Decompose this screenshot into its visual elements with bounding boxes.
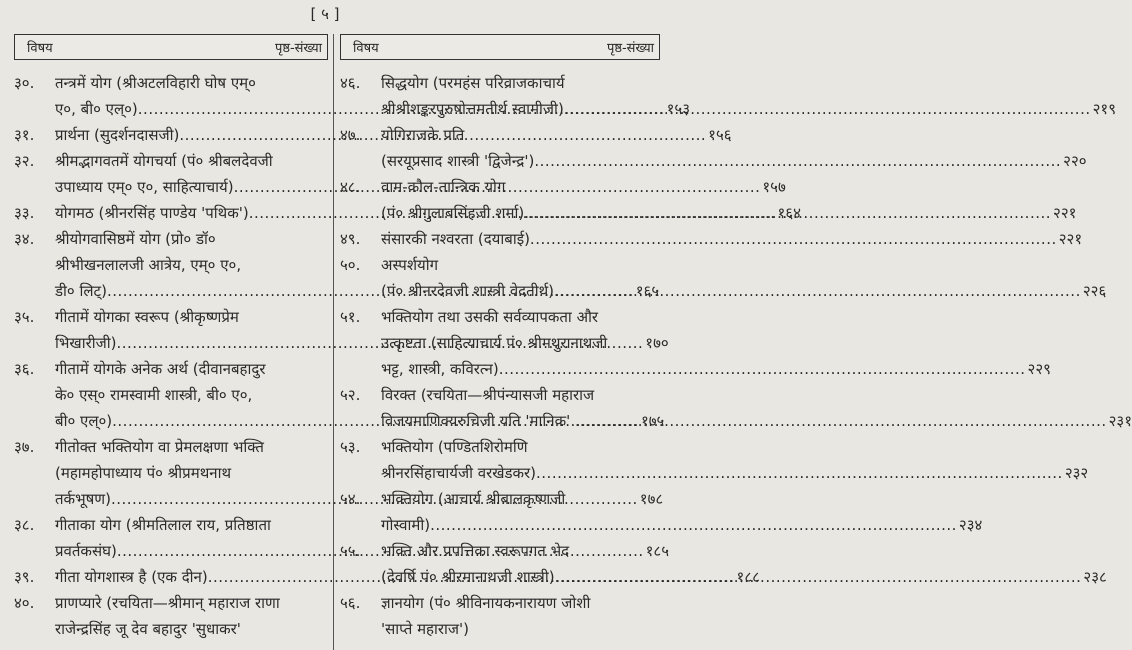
entry-number: ५४.	[340, 490, 361, 508]
entry-page-number: १७०	[645, 334, 669, 352]
entry-title-line: भिखारीजी)	[55, 334, 117, 352]
entry-page-number: २३२	[1064, 464, 1089, 482]
entry-title-line: तर्कभूषण)	[55, 490, 111, 508]
dot-leader	[564, 96, 1091, 122]
entry-number: ३७.	[14, 438, 35, 456]
page-number: [ ५ ]	[310, 5, 340, 23]
entry-number: ३३.	[14, 204, 35, 222]
entry-number: ५०.	[340, 256, 361, 274]
entry-title-line: वाम-कौल-तान्त्रिक योग	[381, 178, 506, 196]
entry-page-number: २२१	[1053, 204, 1077, 222]
entry-title-line: अस्पर्शयोग	[381, 256, 439, 274]
entry-title-line: भक्ति और प्रपत्तिका स्वरूपगत भेद	[381, 542, 570, 560]
entry-page-number: २३१	[1108, 412, 1132, 430]
entry-title-line: श्रीभीखनलालजी आत्रेय, एम्० ए०,	[55, 256, 242, 274]
entry-number: ४७.	[340, 126, 361, 144]
dot-leader	[499, 356, 1026, 382]
entry-title-line: (पं० श्रीनरदेवजी शास्त्री वेदतीर्थ)	[381, 282, 555, 300]
entry-title-line: बी० एल्०)	[55, 412, 113, 430]
entry-title-line: ए०, बी० एल्०)	[55, 100, 138, 118]
entry-number: ४०.	[14, 594, 35, 612]
entry-page-number: १८८	[736, 568, 760, 586]
toc-entry	[340, 486, 983, 538]
dot-leader	[555, 564, 1082, 590]
entry-title-line: तन्त्रमें योग (श्रीअटलविहारी घोष एम्०	[55, 74, 256, 92]
entry-number: ३२.	[14, 152, 35, 170]
entry-title-line: गोस्वामी)	[381, 516, 431, 534]
entry-title-line: गीतोक्त भक्तियोग वा प्रेमलक्षणा भक्ति	[55, 438, 264, 456]
entry-title-line: राजेन्द्रसिंह जू देव बहादुर 'सुधाकर'	[55, 620, 241, 638]
entry-title-line: प्राणप्यारे (रचयिता—श्रीमान् महाराज राणा	[55, 594, 280, 612]
entry-page-number: २२६	[1082, 282, 1107, 300]
entry-title-line: योगमठ (श्रीनरसिंह पाण्डेय 'पथिक')	[55, 204, 249, 222]
dot-leader	[554, 278, 1081, 304]
entry-page-number: १५६	[708, 126, 732, 144]
entry-number: ५१.	[340, 308, 361, 326]
entry-title-line: प्रार्थना (सुदर्शनदासजी)	[55, 126, 180, 144]
subject-heading: विषय	[353, 41, 379, 56]
entry-title-line: (महामहोपाध्याय पं० श्रीप्रमथनाथ	[55, 464, 232, 482]
entry-title-line: भक्तियोग (आचार्य श्रीबालकृष्णजी	[381, 490, 566, 508]
entry-title-line: प्रवर्तकसंघ)	[55, 542, 117, 560]
entry-number: ३६.	[14, 360, 35, 378]
toc-entry	[340, 382, 1132, 434]
dot-leader	[430, 512, 957, 538]
entry-title-line: ज्ञानयोग (पं० श्रीविनायकनारायण जोशी	[381, 594, 591, 612]
entry-title-line: श्रीमद्भागवतमें योगचर्या (पं० श्रीबलदेवजी	[55, 152, 273, 170]
entry-title-line: गीतामें योगके अनेक अर्थ (दीवानबहादुर	[55, 360, 266, 378]
entry-title-line: उत्कृष्टता (साहित्याचार्य पं० श्रीमथुरानाथजी	[381, 334, 608, 352]
entry-page-number: २२१	[1058, 230, 1083, 248]
entry-title-line: डी० लिट्)	[55, 282, 107, 300]
entry-page-number: १५३	[666, 100, 690, 118]
entry-number: ५३.	[340, 438, 361, 456]
entry-title-line: गीता योगशास्त्र है (एक दीन)	[55, 568, 208, 586]
entry-page-number: १८५	[645, 542, 670, 560]
entry-number: ४६.	[340, 74, 361, 92]
entry-title-line: श्रीश्रीशङ्करपुरुषोत्तमतीर्थ स्वामीजी)	[381, 100, 564, 118]
entry-title-line: सिद्धयोग (परमहंस परिव्राजकाचार्य	[381, 74, 565, 92]
entry-title-line: (पं० श्रीगुलाबसिंहजी शर्मा)	[381, 204, 525, 222]
toc-entry	[340, 434, 1089, 486]
toc-entry	[340, 304, 1051, 382]
entry-title-line: गीतामें योगका स्वरूप (श्रीकृष्णप्रेम	[55, 308, 239, 326]
entry-number: ३१.	[14, 126, 35, 144]
dot-leader	[524, 200, 1051, 226]
dot-leader	[536, 460, 1063, 486]
entry-title-line: भक्तियोग तथा उसकी सर्वव्यापकता और	[381, 308, 599, 326]
entry-title-line: विरक्त (रचयिता—श्रीपंन्यासजी महाराज	[381, 386, 595, 404]
entry-title-line: विजयमाणिक्यरुचिजी यति 'मानिक' .	[381, 412, 580, 430]
entry-page-number: १६४	[777, 204, 801, 222]
entry-number: ४९.	[340, 230, 361, 248]
dot-leader	[534, 148, 1061, 174]
entry-page-number: २३४	[958, 516, 983, 534]
entry-page-number: २१९	[1092, 100, 1117, 118]
left-column-header	[14, 34, 328, 60]
dot-leader	[580, 408, 1107, 434]
entry-number: ४८.	[340, 178, 361, 196]
entry-number: ३५.	[14, 308, 35, 326]
entry-title-line: संसारकी नश्वरता (दयाबाई)	[381, 230, 530, 248]
page-count-heading: पृष्ठ-संख्या	[606, 41, 654, 56]
entry-number: ५५.	[340, 542, 361, 560]
entry-number: ३४.	[14, 230, 35, 248]
entry-title-line: श्रीयोगवासिष्ठमें योग (प्रो० डॉ०	[55, 230, 216, 248]
entry-page-number: २३८	[1083, 568, 1107, 586]
entry-title-line: (देवर्षि पं० श्रीरमानाथजी शास्त्री)	[381, 568, 555, 586]
entry-page-number: १६५	[635, 282, 660, 300]
entry-title-line: भक्तियोग (पण्डितशिरोमणि	[381, 438, 528, 456]
entry-title-line: के० एस्० रामस्वामी शास्त्री, बी० ए०,	[55, 386, 253, 404]
entry-title-line: भट्ट, शास्त्री, कविरत्न)	[381, 360, 499, 378]
entry-title-line: योगिराजके प्रति	[381, 126, 465, 144]
entry-number: ५२.	[340, 386, 361, 404]
subject-heading: विषय	[27, 41, 53, 56]
toc-entry	[340, 226, 1083, 252]
entry-title-line: (सरयूप्रसाद शास्त्री 'द्विजेन्द्र')	[381, 152, 535, 170]
right-column-header	[340, 34, 660, 60]
toc-entry	[340, 252, 1107, 304]
entry-page-number: १७८	[639, 490, 664, 508]
entry-number: ३०.	[14, 74, 35, 92]
entry-number: ३८.	[14, 516, 35, 534]
toc-entry	[340, 590, 660, 642]
entry-title-line: उपाध्याय एम्० ए०, साहित्याचार्य)	[55, 178, 234, 196]
entry-title-line: 'साप्ते महाराज')	[381, 620, 470, 638]
entry-number: ३९.	[14, 568, 35, 586]
entry-title-line: गीताका योग (श्रीमतिलाल राय, प्रतिष्ठाता	[55, 516, 271, 534]
entry-number: ५६.	[340, 594, 361, 612]
entry-page-number: १७५	[640, 412, 665, 430]
entry-page-number: १५७	[762, 178, 786, 196]
toc-entry	[14, 590, 328, 642]
page-count-heading: पृष्ठ-संख्या	[274, 41, 322, 56]
dot-leader	[530, 226, 1057, 252]
entry-page-number: २२०	[1063, 152, 1087, 170]
entry-page-number: २२९	[1027, 360, 1051, 378]
entry-title-line: श्रीनरसिंहाचार्यजी वरखेडकर)	[381, 464, 537, 482]
